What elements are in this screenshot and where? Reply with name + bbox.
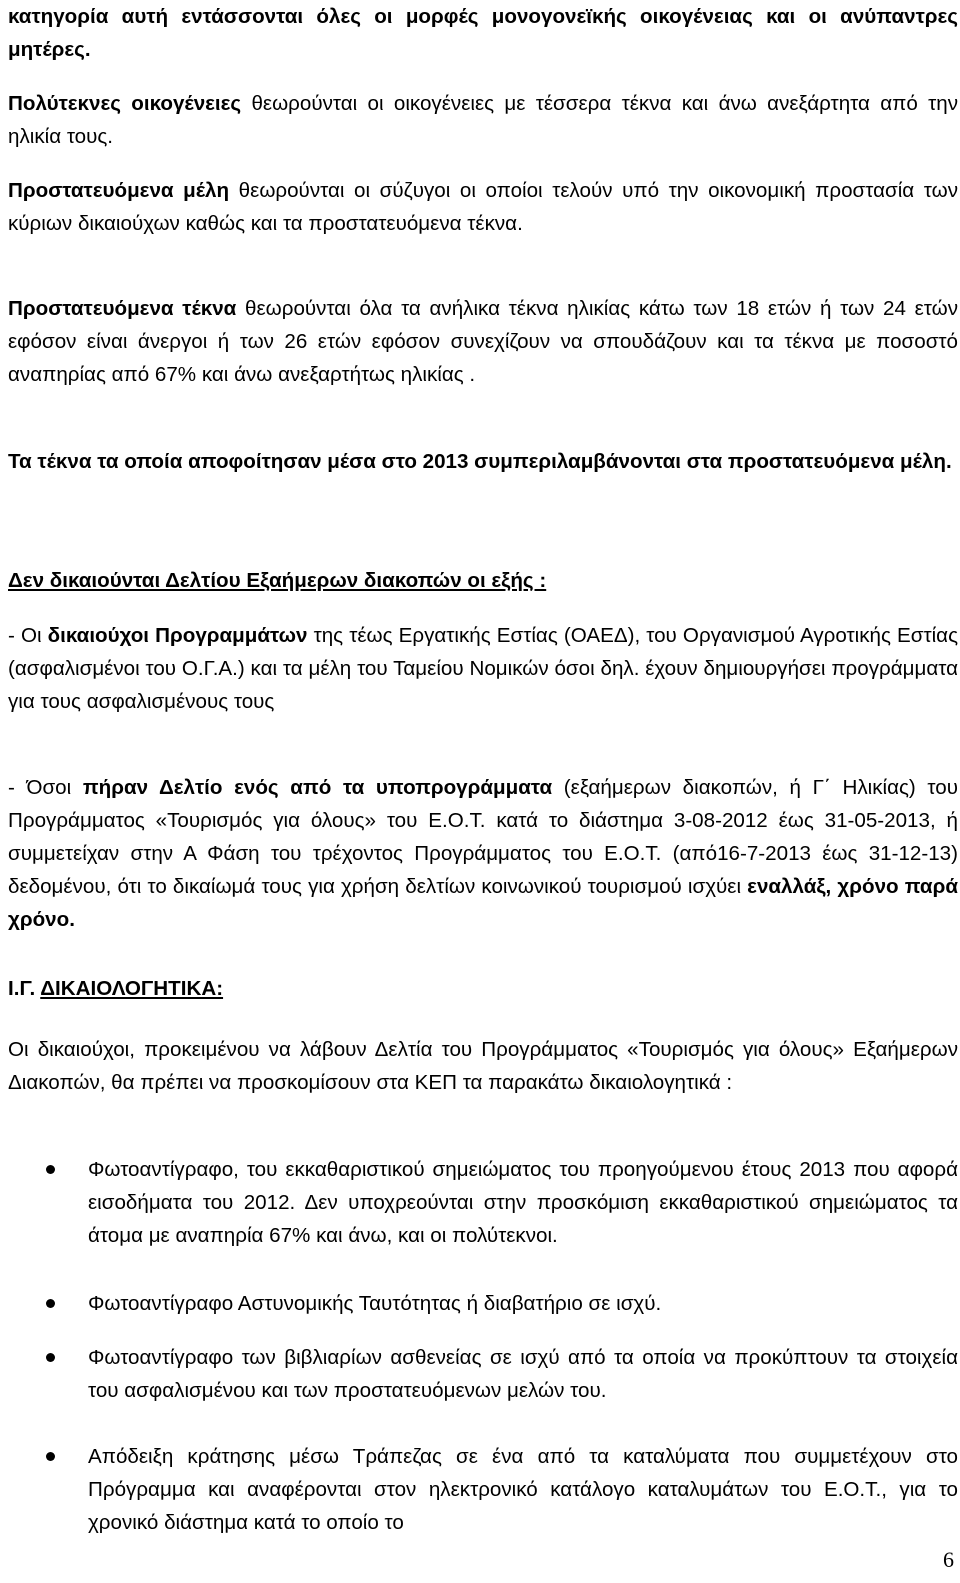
paragraph-large-families: Πολύτεκνες οικογένειες θεωρούνται οι οικογένειες με τέσσερα τέκνα και άνω ανεξάρτητα από την ηλικία τους. (8, 92, 958, 148)
heading-documents: Ι.Γ. ΔΙΚΑΙΟΛΟΓΗΤΙΚΑ: (8, 977, 224, 1000)
bullet-icon (46, 1452, 55, 1461)
term-program-beneficiaries: δικαιούχοι Προγραμμάτων (47, 624, 308, 647)
term-protected-children: Προστατευόμενα τέκνα (8, 297, 237, 320)
term-previous-vouchers: πήραν Δελτίο ενός από τα υποπρογράμματα (82, 776, 553, 799)
heading-not-entitled: Δεν δικαιούνται Δελτίου Εξαήμερων διακοπών οι εξής : (8, 569, 547, 592)
paragraph-documents-intro: Οι δικαιούχοι, προκειμένου να λάβουν Δελτία του Προγράμματος «Τουρισμός για όλους» Εξαήμερων Διακοπών, θα πρέπει να προσκομίσουν στα ΚΕΠ τα παρακάτω δικαιολογητικά : (8, 1038, 958, 1094)
paragraph-excluded-program-beneficiaries: - Οι δικαιούχοι Προγραμμάτων της τέως Εργατικής Εστίας (ΟΑΕΔ), του Οργανισμού Αγροτικής Εστίας (ασφαλισμένοι του Ο.Γ.Α.) και τα μέλη του Ταμείου Νομικών όσοι δηλ. έχουν δημιουργήσει προγράμματα για τους ασφαλισμένους τους (8, 624, 958, 713)
list-item-id-card: Φωτοαντίγραφο Αστυνομικής Ταυτότητας ή διαβατήριο σε ισχύ. (88, 1292, 662, 1315)
list-item-tax-statement: Φωτοαντίγραφο, του εκκαθαριστικού σημειώματος του προηγούμενου έτους 2013 που αφορά εισοδήματα του 2012. Δεν υποχρεούνται στην προσκόμιση εκκαθαριστικού σημειώματος τα άτομα με αναπηρία 67% και άνω, και οι πολύτεκνοι. (88, 1158, 958, 1247)
bullet-icon (46, 1165, 55, 1174)
paragraph-protected-children: Προστατευόμενα τέκνα θεωρούνται όλα τα ανήλικα τέκνα ηλικίας κάτω των 18 ετών ή των 24 ετών εφόσον είναι άνεργοι ή των 26 ετών εφόσον συνεχίζουν να σπουδάζουν και τα τέκνα με ποσοστό αναπηρίας από 67% και άνω ανεξαρτήτως ηλικίας . (8, 297, 958, 386)
term-protected-members: Προστατευόμενα μέλη (8, 179, 230, 202)
bullet-icon (46, 1299, 55, 1308)
list-item-health-books: Φωτοαντίγραφο των βιβλιαρίων ασθενείας σε ισχύ από τα οποία να προκύπτουν τα στοιχεία του ασφαλισμένου και των προστατευόμενων μελών του. (88, 1346, 958, 1402)
page-number: 6 (943, 1547, 954, 1572)
term-alternate-years: εναλλάξ, χρόνο παρά χρόνο. (8, 875, 958, 931)
paragraph-excluded-previous-recipients: - Όσοι πήραν Δελτίο ενός από τα υποπρογράμματα (εξαήμερων διακοπών, ή Γ΄ Ηλικίας) του Προγράμματος «Τουρισμός για όλους» του Ε.Ο.Τ. κατά το διάστημα 3-08-2012 έως 31-05-2013, ή συμμετείχαν στην Α Φάση του τρέχοντος Προγράμματος του Ε.Ο.Τ. (από16-7-2013 έως 31-12-13) δεδομένου, ότι το δικαίωμά τους για χρήση δελτίων κοινωνικού τουρισμού ισχύει εναλλάξ, χρόνο παρά χρόνο. (8, 776, 958, 931)
paragraph-protected-members: Προστατευόμενα μέλη θεωρούνται οι σύζυγοι οι οποίοι τελούν υπό την οικονομική προστασία των κύριων δικαιούχων καθώς και τα προστατευόμενα τέκνα. (8, 179, 958, 235)
bullet-icon (46, 1353, 55, 1362)
paragraph-intro: κατηγορία αυτή εντάσσονται όλες οι μορφές μονογονεϊκής οικογένειας και οι ανύπαντρες μητέρες. (8, 5, 958, 61)
paragraph-graduates-note: Τα τέκνα τα οποία αποφοίτησαν μέσα στο 2013 συμπεριλαμβάνονται στα προστατευόμενα μέλη. (8, 450, 952, 473)
term-large-families: Πολύτεκνες οικογένειες (8, 92, 242, 115)
list-item-booking-receipt: Απόδειξη κράτησης μέσω Τράπεζας σε ένα από τα καταλύματα που συμμετέχουν στο Πρόγραμμα και αναφέρονται στον ηλεκτρονικό κατάλογο καταλυμάτων του Ε.Ο.Τ., για το χρονικό διάστημα κατά το οποίο το (88, 1445, 958, 1534)
